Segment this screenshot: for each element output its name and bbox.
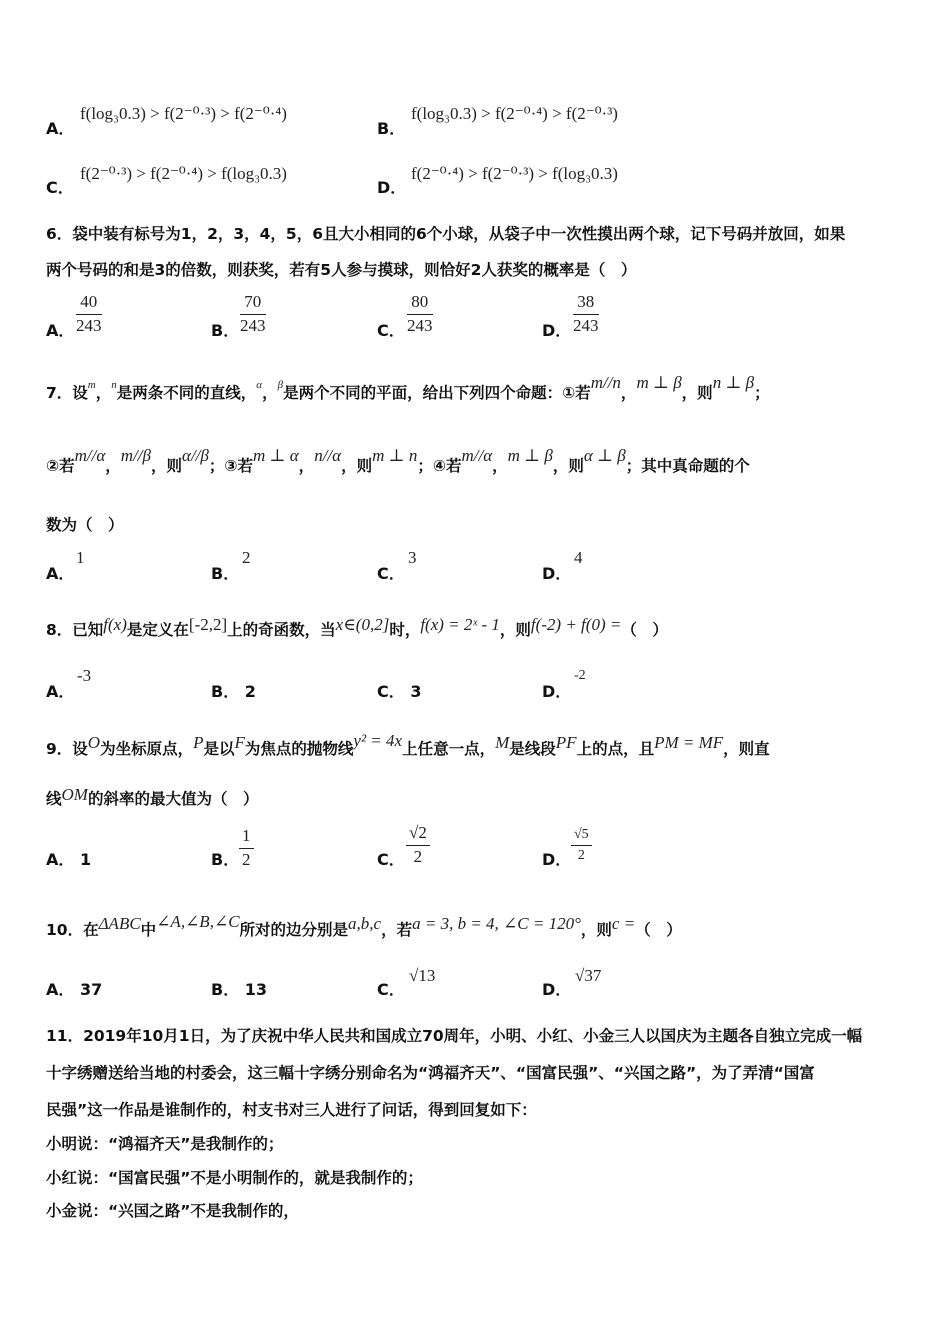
q9-option-c[interactable]: C． <box>377 850 405 869</box>
q6-option-a[interactable]: A． <box>46 321 75 340</box>
q8-option-d[interactable]: D． <box>542 682 572 701</box>
q7-option-b[interactable]: B． <box>211 564 240 583</box>
q10-option-c-value: √13 <box>409 966 436 985</box>
q9-stem-line1: 9．设O为坐标原点，P是以F为焦点的抛物线y² = 4x上任意一点，M是线段PF上的点，且PM = MF，则直 <box>46 731 770 758</box>
q7-option-a[interactable]: A． <box>46 564 75 583</box>
q11-statement-xiaoming: 小明说：“鸿福齐天”是我制作的； <box>46 1135 284 1153</box>
q8-option-a[interactable]: A． <box>46 682 75 701</box>
q7-option-c-value: 3 <box>408 548 417 567</box>
q6-option-d-fraction: $\frac{38}{243}$ <box>573 292 599 335</box>
q5-option-d[interactable] <box>377 175 406 198</box>
q9-option-d-fraction: $\frac{√5}{2}$ <box>571 826 592 866</box>
q6-option-d[interactable]: D． <box>542 321 572 340</box>
q10-stem: 10．在ΔABC中∠A,∠B,∠C所对的边分别是a,b,c，若a = 3, b = 4, ∠C = 120°，则c =（ ） <box>46 912 682 939</box>
q8-option-b[interactable]: B． 2 <box>211 682 256 701</box>
q8-option-c[interactable]: C． 3 <box>377 682 422 701</box>
q9-option-b-fraction: $\frac{1}{2}$ <box>239 825 254 871</box>
q11-statement-xiaohong: 小红说：“国富民强”不是小明制作的，就是我制作的； <box>46 1169 423 1187</box>
q7-option-a-value: 1 <box>76 548 85 567</box>
q6-stem-line2: 两个号码的和是3的倍数，则获奖，若有5人参与摸球，则恰好2人获奖的概率是（ ） <box>46 261 637 279</box>
q8-stem: 8．已知f(x)是定义在[-2,2]上的奇函数，当x∈(0,2]时，f(x) = 2ˣ - 1，则f(-2) + f(0) =（ ） <box>46 615 668 639</box>
q11-stem-line3: 民强”这一作品是谁制作的，村支书对三人进行了问话，得到回复如下： <box>46 1101 537 1119</box>
q7-stem-line1: 7．设$^m$，$^n$是两条不同的直线，$^\alpha$，$^\beta$是两个不同的平面，给出下列四个命题：①若m//n，m ⊥ β，则n ⊥ β； <box>46 373 770 402</box>
q6-option-c-fraction: $\frac{80}{243}$ <box>407 292 433 335</box>
q5-option-c[interactable] <box>46 175 74 198</box>
q9-stem-line2: 线OM的斜率的最大值为（ ） <box>46 785 259 808</box>
q10-option-c[interactable]: C． <box>377 980 405 999</box>
option-letter: C． <box>46 178 74 197</box>
q7-option-d-value: 4 <box>574 548 583 567</box>
q5-option-a-expr: f(log₃0.3) > f(2⁻⁰·³) > f(2⁻⁰·⁴) <box>80 104 287 123</box>
option-letter: A． <box>46 119 75 138</box>
q10-option-d[interactable]: D． <box>542 980 572 999</box>
q11-stem-line2: 十字绣赠送给当地的村委会，这三幅十字绣分别命名为“鸿福齐天”、“国富民强”、“兴国之路”，为了弄清“国富 <box>46 1064 815 1082</box>
q9-option-c-fraction: $\frac{√2}{2}$ <box>406 822 430 868</box>
q10-option-a[interactable]: A． 37 <box>46 980 103 999</box>
option-letter: B． <box>377 119 406 138</box>
q9-option-a[interactable]: A． 1 <box>46 850 92 869</box>
q10-option-b[interactable]: B． 13 <box>211 980 268 999</box>
q10-option-d-value: √37 <box>575 966 602 985</box>
q9-option-d[interactable]: D． <box>542 850 572 869</box>
q5-option-b-expr: f(log₃0.3) > f(2⁻⁰·⁴) > f(2⁻⁰·³) <box>411 104 618 123</box>
q5-option-d-expr: f(2⁻⁰·⁴) > f(2⁻⁰·³) > f(log₃0.3) <box>411 164 618 183</box>
q8-option-a-value: -3 <box>77 666 92 685</box>
q6-stem-line1: 6．袋中装有标号为1，2，3，4，5，6且大小相同的6个小球，从袋子中一次性摸出两个球，记下号码并放回，如果 <box>46 225 846 243</box>
q7-stem-line2: ②若m//α，m//β，则α//β；③若m ⊥ α，n//α，则m ⊥ n；④若m//α，m ⊥ β，则α ⊥ β；其中真命题的个 <box>46 446 750 475</box>
q7-option-d[interactable]: D． <box>542 564 572 583</box>
q9-option-b[interactable]: B． <box>211 850 240 869</box>
q7-stem-line3: 数为（ ） <box>46 516 124 534</box>
q7-option-b-value: 2 <box>242 548 251 567</box>
q5-option-a[interactable] <box>46 116 74 139</box>
q6-option-a-fraction: $\frac{40}{243}$ <box>76 292 102 335</box>
q6-option-c[interactable]: C． <box>377 321 405 340</box>
q6-option-b-fraction: $\frac{70}{243}$ <box>240 292 266 335</box>
q7-option-c[interactable]: C． <box>377 564 405 583</box>
q11-statement-xiaojin: 小金说：“兴国之路”不是我制作的， <box>46 1202 299 1220</box>
q11-stem-line1: 11．2019年10月1日，为了庆祝中华人民共和国成立70周年，小明、小红、小金三人以国庆为主题各自独立完成一幅 <box>46 1027 863 1045</box>
option-letter: D． <box>377 178 407 197</box>
q6-option-b[interactable]: B． <box>211 321 240 340</box>
q8-option-d-value: -2 <box>574 668 586 683</box>
q5-option-b[interactable] <box>377 116 405 139</box>
q5-option-c-expr: f(2⁻⁰·³) > f(2⁻⁰·⁴) > f(log₃0.3) <box>80 164 287 183</box>
